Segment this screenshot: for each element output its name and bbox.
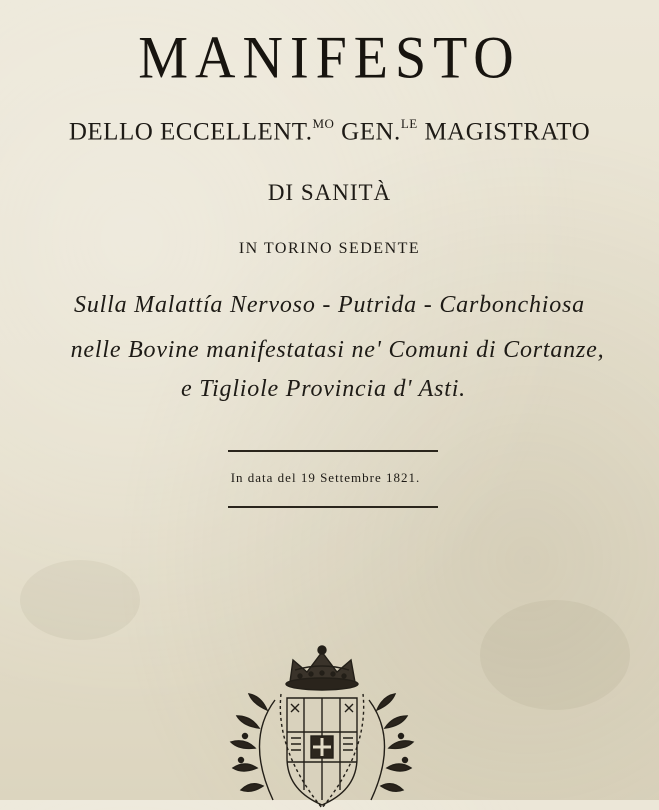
authority-text-b: GEN. [334, 118, 401, 146]
subject-line-2: nelle Bovine manifestatasi ne' Comuni di Cortanze, [70, 337, 605, 363]
date-line: In data del 19 Settembre 1821. [230, 470, 421, 485]
paper-stain [480, 600, 630, 710]
authority-superscript-le: LE [400, 116, 418, 131]
authority-text-c: MAGISTRATO [417, 118, 591, 146]
document-title: MANIFESTO [138, 24, 521, 92]
subject-line-3: e Tigliole Provincia d' Asti. [181, 376, 466, 402]
royal-coat-of-arms-icon [215, 640, 430, 810]
authority-superscript-mo: MO [312, 116, 335, 131]
issuing-authority [0, 118, 659, 146]
divider-top [228, 450, 438, 452]
paper-stain [20, 560, 140, 640]
authority-department: DI SANITÀ [267, 180, 392, 205]
authority-text-a: DELLO ECCELLENT. [68, 118, 313, 146]
authority-seat: IN TORINO SEDENTE [238, 240, 421, 257]
divider-bottom [228, 506, 438, 508]
subject-line-1: Sulla Malattía Nervoso - Putrida - Carbonchiosa [74, 292, 585, 318]
